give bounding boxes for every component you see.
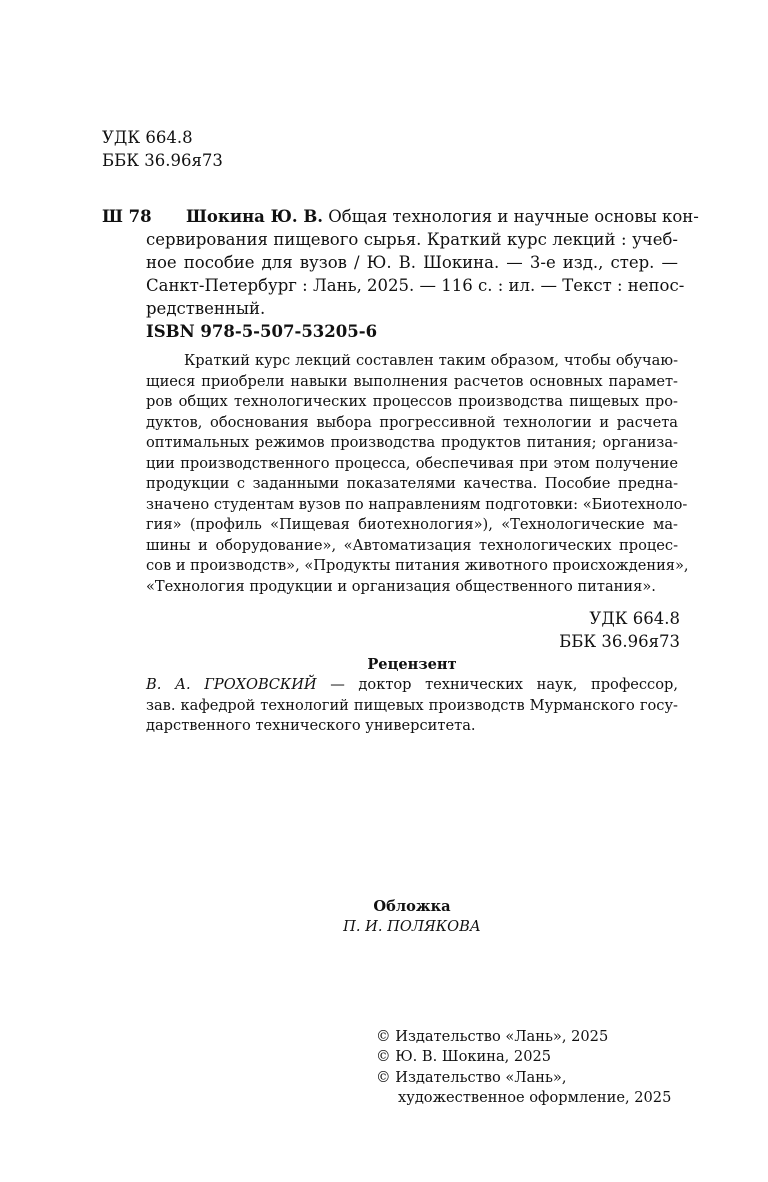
cover-designer-name: П. И. ПОЛЯКОВА [343,918,481,935]
entry-line-2: сервирования пищевого сырья. Краткий курс лекций : учеб- [146,230,678,249]
bbk-top: ББК 36.96я73 [102,151,223,170]
reviewer-name: В. А. ГРОХОВСКИЙ [146,676,317,693]
bbk-bottom: ББК 36.96я73 [559,632,680,651]
reviewer-line-2: зав. кафедрой технологий пищевых производств Мурманского госу- [146,697,678,714]
abstract-line: ров общих технологических процессов производства пищевых про- [146,393,678,410]
author-code: Ш 78 [102,207,152,226]
copyright-design-detail: художественное оформление, 2025 [398,1089,672,1106]
copyright-design: © Издательство «Лань», [376,1069,567,1086]
abstract-line: дуктов, обоснования выбора прогрессивной технологии и расчета [146,414,678,431]
copyright-publisher: © Издательство «Лань», 2025 [376,1028,609,1045]
abstract-line: шины и оборудование», «Автоматизация технологических процес- [146,537,678,554]
reviewer-line-1 [146,675,678,696]
entry-line-1 [186,206,699,227]
abstract-line: ции производственного процесса, обеспечивая при этом получение [146,455,678,472]
udk-bottom: УДК 664.8 [589,609,680,628]
reviewer-heading: Рецензент [367,656,457,673]
entry-author: Шокина Ю. В. [186,207,324,226]
entry-line-4: Санкт-Петербург : Лань, 2025. — 116 с. : ил. — Текст : непос- [146,276,685,295]
abstract-line: «Технология продукции и организация общественного питания». [146,578,656,595]
isbn: ISBN 978-5-507-53205-6 [146,322,378,341]
abstract-line: значено студентам вузов по направлениям подготовки: «Биотехноло- [146,496,688,513]
abstract-line: сов и производств», «Продукты питания животного происхождения», [146,557,689,574]
abstract-line: оптимальных режимов производства продуктов питания; организа- [146,434,678,451]
abstract-line: щиеся приобрели навыки выполнения расчетов основных парамет- [146,373,678,390]
abstract-line: гия» (профиль «Пищевая биотехнология»), «Технологические ма- [146,516,678,533]
abstract-line: Краткий курс лекций составлен таким образом, чтобы обучаю- [184,352,678,369]
entry-line-5: редственный. [146,299,266,318]
reviewer-line-3: дарственного технического университета. [146,717,476,734]
entry-title-start: Общая технология и научные основы кон- [328,207,699,226]
cover-heading: Обложка [373,898,451,915]
entry-line-3: ное пособие для вузов / Ю. В. Шокина. — 3-е изд., стер. — [146,253,678,272]
reviewer-credentials: — доктор технических наук, профессор, [330,676,678,693]
udk-top: УДК 664.8 [102,128,193,147]
copyright-author: © Ю. В. Шокина, 2025 [376,1048,552,1065]
abstract-line: продукции с заданными показателями качества. Пособие предна- [146,475,678,492]
